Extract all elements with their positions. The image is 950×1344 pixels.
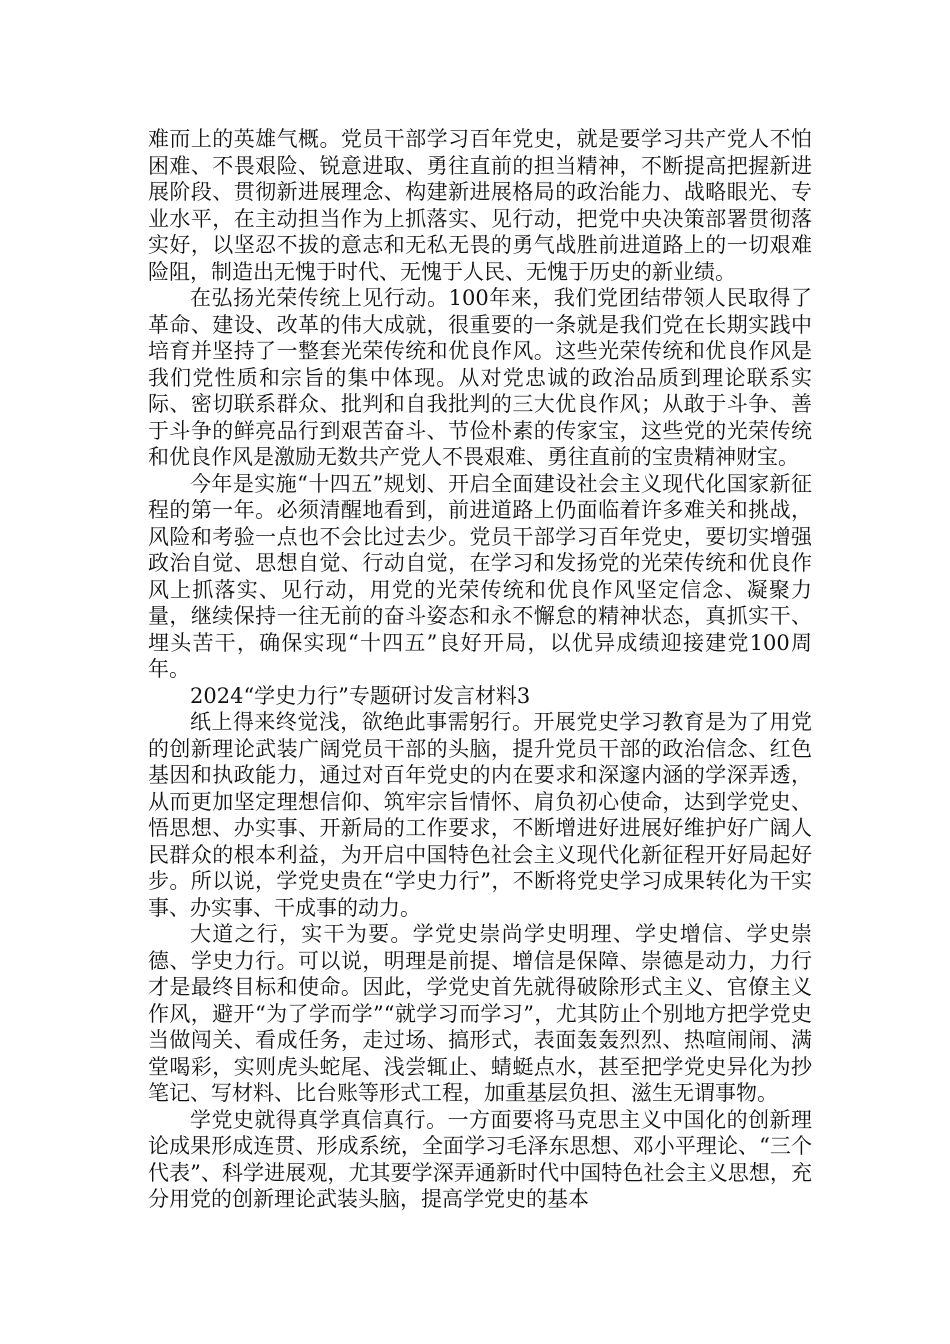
section-title: 2024“学史力行”专题研讨发言材料3: [190, 683, 531, 708]
paragraph-continuation: 难而上的英雄气概。党员干部学习百年党史，就是要学习共产党人不怕困难、不畏艰险、锐意进取、勇往直前的担当精神，不断提高把握新进展阶段、贯彻新进展理念、构建新进展格局的政治能力、战略眼光、专业水平，在主动担当作为上抓落实、见行动，把党中央决策部署贯彻落实好，以坚忍不拔的意志和无私无畏的勇气战胜前进道路上的一切艰难险阻，制造出无愧于时代、无愧于人民、无愧于历史的新业绩。: [148, 127, 812, 284]
document-body: [148, 126, 812, 1213]
paragraph-fourteenth-five-year: 今年是实施“十四五”规划、开启全面建设社会主义现代化国家新征程的第一年。必须清醒地看到，前进道路上仍面临着许多难关和挑战，风险和考验一点也不会比过去少。党员干部学习百年党史，要切实增强政治自觉、思想自觉、行动自觉，在学习和发扬党的光荣传统和优良作风上抓落实、见行动，用党的光荣传统和优良作风坚定信念、凝聚力量，继续保持一往无前的奋斗姿态和永不懈怠的精神状态，真抓实干、埋头苦干，确保实现“十四五”良好开局，以优异成绩迎接建党100周年。: [148, 471, 812, 681]
paragraph-practice: 纸上得来终觉浅，欲绝此事需躬行。开展党史学习教育是为了用党的创新理论武装广阔党员干部的头脑，提升党员干部的政治信念、红色基因和执政能力，通过对百年党史的内在要求和深邃内涵的学深弄透，从而更加坚定理想信仰、筑牢宗旨情怀、肩负初心使命，达到学党史、悟思想、办实事、开新局的工作要求，不断增进好进展好维护好广阔人民群众的根本利益，为开启中国特色社会主义现代化新征程开好局起好步。所以说，学党史贵在“学史力行”，不断将党史学习成果转化为干实事、办实事、干成事的动力。: [148, 710, 812, 920]
paragraph-great-way: 大道之行，实干为要。学党史崇尚学史明理、学史增信、学史崇德、学史力行。可以说，明理是前提、增信是保障、崇德是动力，力行才是最终目标和使命。因此，学党史首先就得破除形式主义、官僚主义作风，避开“为了学而学”“就学习而学习”，尤其防止个别地方把学党史当做闯关、看成任务，走过场、搞形式，表面轰轰烈烈、热喧闹闹、满堂喝彩，实则虎头蛇尾、浅尝辄止、蜻蜓点水，甚至把学党史异化为抄笔记、写材料、比台账等形式工程，加重基层负担、滋生无谓事物。: [148, 922, 812, 1105]
paragraph-true-study: 学党史就得真学真信真行。一方面要将马克思主义中国化的创新理论成果形成连贯、形成系统，全面学习毛泽东思想、邓小平理论、“三个代表”、科学进展观，尤其要学深弄通新时代中国特色社会主义思想，充分用党的创新理论武装头脑，提高学党史的基本: [148, 1107, 812, 1211]
paragraph-glorious-tradition: 在弘扬光荣传统上见行动。100年来，我们党团结带领人民取得了革命、建设、改革的伟大成就，很重要的一条就是我们党在长期实践中培育并坚持了一整套光荣传统和优良作风。这些光荣传统和优良作风是我们党性质和宗旨的集中体现。从对党忠诚的政治品质到理论联系实际、密切联系群众、批判和自我批判的三大优良作风；从敢于斗争、善于斗争的鲜亮品行到艰苦奋斗、节俭朴素的传家宝，这些党的光荣传统和优良作风是激励无数共产党人不畏艰难、勇往直前的宝贵精神财宝。: [148, 286, 812, 469]
